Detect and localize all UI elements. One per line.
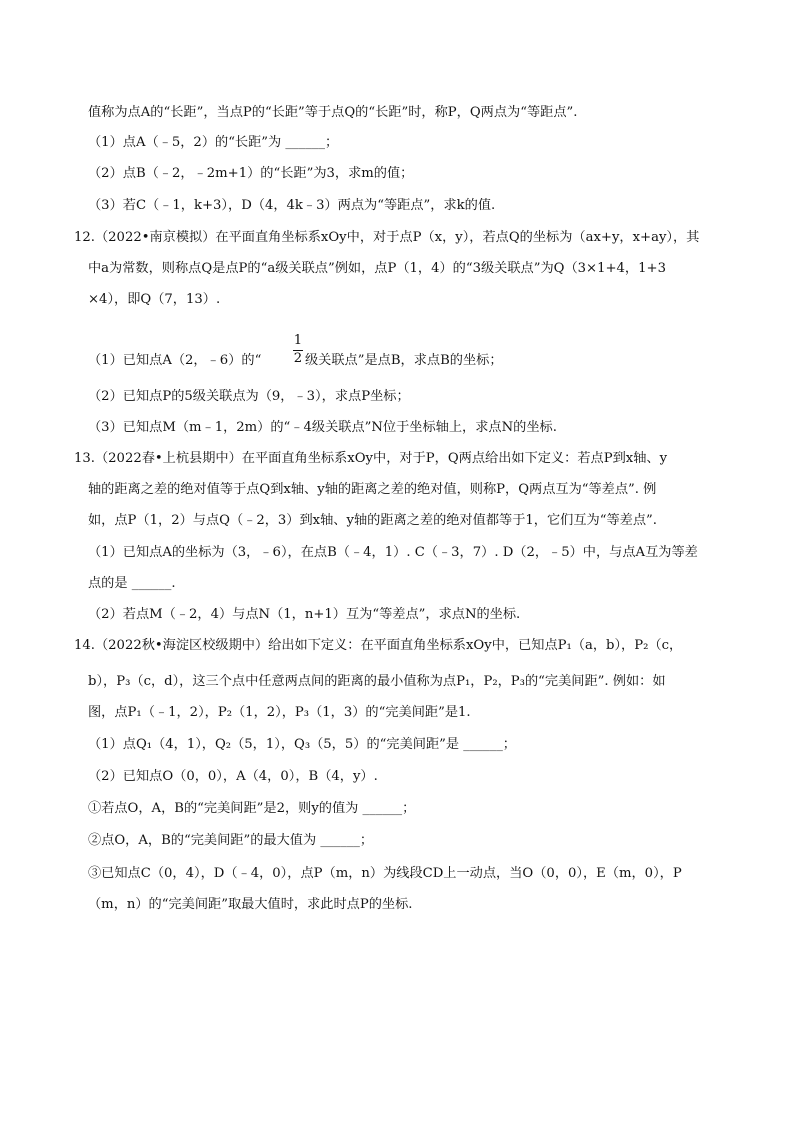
q12-stem-cont: 中a为常数，则称点Q是点P的“a级关联点”例如，点P（1，4）的“3级关联点”为Q（3×1+4，1+3 — [88, 261, 666, 276]
q12-stem-cont: ×4），即Q（7，13）. — [88, 292, 221, 307]
q13-stem-cont: 如，点P（1，2）与点Q（﹣2，3）到x轴、y轴的距离之差的绝对值都等于1，它们互为“等差点”. — [88, 513, 657, 528]
q11-part1: （1）点A（﹣5，2）的“长距”为 ______； — [88, 135, 339, 150]
q13-part1: （1）已知点A的坐标为（3，﹣6），在点B（﹣4，1）. C（﹣3，7）. D（2，﹣5）中，与点A互为等差 — [88, 545, 698, 560]
q14-stem-cont: b），P₃（c，d），这三个点中任意两点间的距离的最小值称为点P₁，P₂，P₃的“完美间距”. 例如：如 — [88, 674, 666, 689]
q14-sub3-cont: （m，n）的“完美间距”取最大值时，求此时点P的坐标. — [88, 897, 413, 912]
fraction-numerator: 1 — [293, 333, 303, 348]
q12-part3: （3）已知点M（m﹣1，2m）的“﹣4级关联点”N位于坐标轴上，求点N的坐标. — [88, 420, 557, 435]
q11-part3: （3）若C（﹣1，k+3），D（4，4k﹣3）两点为“等距点”，求k的值. — [88, 198, 496, 213]
q12-part2: （2）已知点P的5级关联点为（9，﹣3），求点P坐标； — [88, 389, 410, 404]
q14-sub2: ②点O，A，B的“完美间距”的最大值为 ______； — [88, 833, 374, 848]
q14-part1: （1）点Q₁（4，1），Q₂（5，1），Q₃（5，5）的“完美间距”是 ______； — [88, 737, 516, 752]
q12-part1-b: 级关联点”是点B，求点B的坐标； — [305, 353, 503, 368]
q13-stem: 13.（2022春•上杭县期中）在平面直角坐标系xOy中，对于P，Q两点给出如下定义：若点P到x轴、y — [74, 451, 668, 466]
text-line: 值称为点A的“长距”，当点P的“长距”等于点Q的“长距”时，称P，Q两点为“等距点”. — [88, 105, 578, 120]
q14-stem-cont: 图，点P₁（﹣1，2），P₂（1，2），P₃（1，3）的“完美间距”是1. — [88, 705, 471, 720]
fraction-denominator: 2 — [293, 351, 303, 366]
q14-sub3: ③已知点C（0，4），D（﹣4，0），点P（m，n）为线段CD上一动点，当O（0，0），E（m，0），P — [88, 866, 682, 881]
q12-stem: 12.（2022•南京模拟）在平面直角坐标系xOy中，对于点P（x，y），若点Q的坐标为（ax+y，x+ay），其 — [74, 230, 700, 245]
q13-part2: （2）若点M（﹣2，4）与点N（1，n+1）互为“等差点”，求点N的坐标. — [88, 607, 521, 622]
q12-part1-a: （1）已知点A（2，﹣6）的“ — [88, 353, 262, 368]
q14-stem: 14.（2022秋•海淀区校级期中）给出如下定义：在平面直角坐标系xOy中，已知点P₁（a，b），P₂（c， — [74, 638, 683, 653]
q13-part1-cont: 点的是 ______. — [88, 576, 176, 591]
q14-part2: （2）已知点O（0，0），A（4，0），B（4，y）. — [88, 769, 378, 784]
q14-sub1: ①若点O，A，B的“完美间距”是2，则y的值为 ______； — [88, 801, 416, 816]
q13-stem-cont: 轴的距离之差的绝对值等于点Q到x轴、y轴的距离之差的绝对值，则称P，Q两点互为“等差点”. 例 — [88, 482, 657, 497]
q11-part2: （2）点B（﹣2，﹣2m+1）的“长距”为3，求m的值； — [88, 166, 414, 181]
